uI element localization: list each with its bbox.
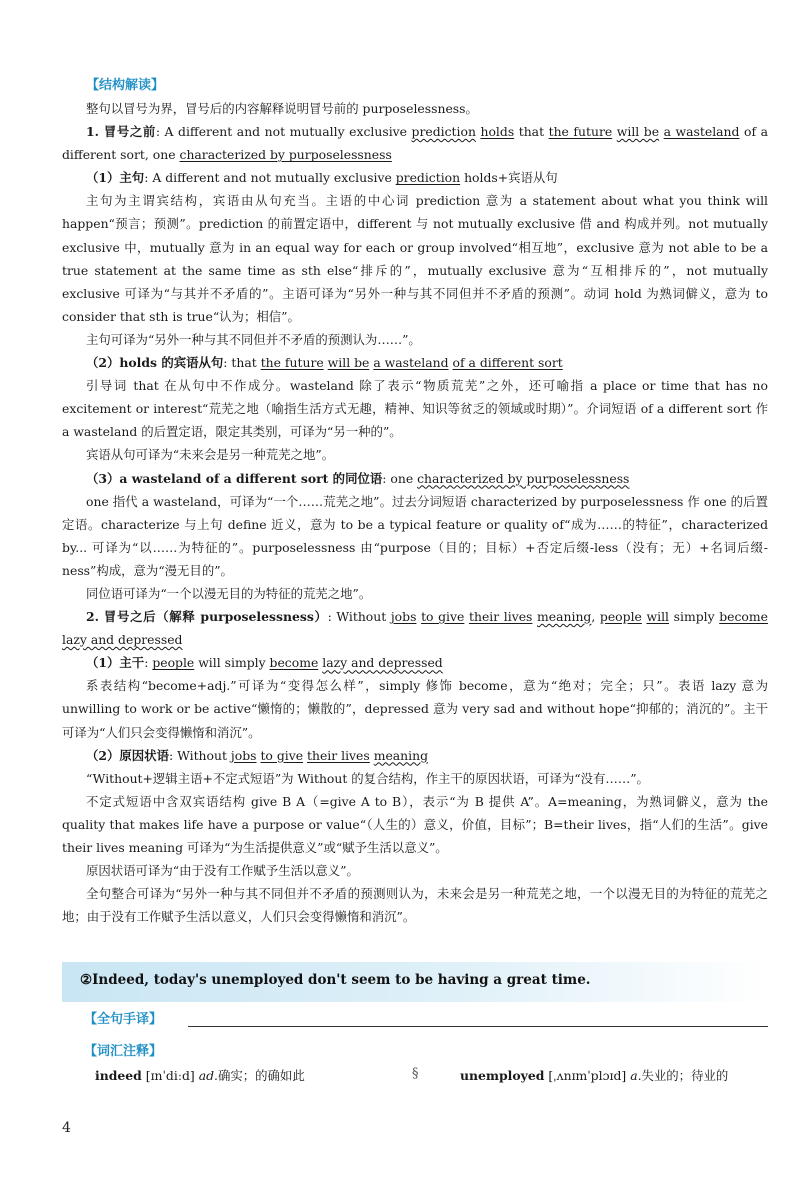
vocab-entry: indeed [ɪnˈdiːd] ad.确实；的确如此 xyxy=(95,1068,305,1083)
sub1-line: （1）主句: A different and not mutually exclusive prediction holds+宾语从句 xyxy=(86,170,558,186)
sub5-line: （2）原因状语: Without jobs to give their lives meaning xyxy=(86,747,429,763)
sub2-heading: （2）holds 的宾语从句 xyxy=(86,355,224,371)
sub3-line: （3）a wasteland of a different sort 的同位语: one characterized by purposelessness xyxy=(86,470,630,486)
vocab-entry: unemployed [ˌʌnɪmˈplɔɪd] a.失业的；待业的 xyxy=(460,1068,729,1083)
sub4-line: （1）主干: people will simply become lazy and depressed xyxy=(86,655,443,671)
translation-blank-line[interactable] xyxy=(188,1026,768,1027)
part1-line: 1. 冒号之前: A different and not mutually exclusive prediction holds that the future will be a wasteland of a different sort, one characterized by purposelessness xyxy=(62,124,768,163)
section-vocab-heading: 【词汇注释】 xyxy=(84,1044,163,1059)
paragraph-1: 主句为主谓宾结构，宾语由从句充当。主语的中心词 prediction 意为 a statement about what you think will happen“预言；预测”。prediction 的前置定语中，different 与 not mutually exclusive 借 and 构成并列。not mutually exclusive 中，mutually 意为 in an equal way for each or group involved“相互地”，exclusive 意为 not able to be a true statement at the same time as sth else“排斥的”，mutually exclusive 意为“互相排斥的”，not mutually exclusive 可译为“与其并不矛盾的”。主语可译为“另外一种与其不同但并不矛盾的预测”。动词 hold 为熟词僻义，意为 to consider that sth is true“认为；相信”。 xyxy=(62,193,768,324)
part2-heading: 2. 冒号之后（解释 purposelessness） xyxy=(86,609,328,625)
translate-row xyxy=(84,1008,768,1034)
paragraph-10: 原因状语可译为“由于没有工作赋予生活以意义”。 xyxy=(86,863,359,879)
part1-heading: 1. 冒号之前 xyxy=(86,124,156,140)
paragraph-11: 全句整合可译为“另外一种与其不同但并不矛盾的预测则认为，未来会是另一种荒芜之地，一个以漫无目的为特征的荒芜之地；由于没有工作赋予生活以意义，人们只会变得懒惰和消沉”。 xyxy=(62,886,768,925)
page-number: 4 xyxy=(62,1120,71,1136)
part2-line: 2. 冒号之后（解释 purposelessness）: Without jobs to give their lives meaning, people will simply become lazy and depressed xyxy=(62,609,768,648)
sub3-heading: （3）a wasteland of a different sort 的同位语 xyxy=(86,470,383,486)
paragraph-6: 同位语可译为“一个以漫无目的为特征的荒芜之地”。 xyxy=(86,585,372,601)
sub5-heading: （2）原因状语 xyxy=(86,747,169,763)
sentence-banner xyxy=(62,962,768,1002)
paragraph-7: 系表结构“become+adj.”可译为“变得怎么样”，simply 修饰 become，意为“绝对；完全；只”。表语 lazy 意为 unwilling to work or be active“懒惰的；懒散的”，depressed 意为 very sad and without hope“抑郁的；消沉的”。主干可译为“人们只会变得懒惰和消沉”。 xyxy=(62,678,768,740)
intro-paragraph: 整句以冒号为界，冒号后的内容解释说明冒号前的 purposelessness。 xyxy=(86,101,478,116)
paragraph-4: 宾语从句可译为“未来会是另一种荒芜之地”。 xyxy=(86,447,335,463)
paragraph-9: 不定式短语中含双宾语结构 give B A（=give A to B），表示“为 B 提供 A”。A=meaning，为熟词僻义，意为 the quality that makes life have a purpose or value“（人生的）意义，价值，目标”；B=their lives，指“人们的生活”。give their lives meaning 可译为“为生活提供意义”或“赋予生活以意义”。 xyxy=(62,793,768,855)
sub1-heading: （1）主句 xyxy=(86,170,145,186)
vocab-heading-row xyxy=(84,1040,162,1063)
paragraph-3: 引导词 that 在从句中不作成分。wasteland 除了表示“物质荒芜”之外，还可喻指 a place or time that has no excitement or interest“荒芜之地（喻指生活方式无趣，精神、知识等贫乏的领域或时期）”。介词短语 of a different sort 作 a wasteland 的后置定语，限定其类别，可译为“另一种的”。 xyxy=(62,378,768,440)
sub2-line: （2）holds 的宾语从句: that the future will be a wasteland of a different sort xyxy=(86,355,563,371)
sub4-heading: （1）主干 xyxy=(86,655,145,671)
paragraph-8: “Without+逻辑主语+不定式短语”为 Without 的复合结构，作主干的原因状语，可译为“没有……”。 xyxy=(86,770,649,786)
section-translate-heading: 【全句手译】 xyxy=(84,1012,163,1027)
paragraph-5: one 指代 a wasteland，可译为“一个……荒芜之地”。过去分词短语 characterized by purposelessness 作 one 的后置定语。characterize 与上句 define 近义，意为 to be a typical feature or quality of“成为……的特征”，characterized by... 可译为“以……为特征的”。purposelessness 由“purpose（目的；目标）+否定后缀-less（没有；无）+名词后缀-ness”构成，意为“漫无目的”。 xyxy=(62,493,768,578)
sentence-2: ②Indeed, today's unemployed don't seem to be having a great time. xyxy=(80,972,591,988)
paragraph-2: 主句可译为“另外一种与其不同但并不矛盾的预测认为……”。 xyxy=(86,331,421,347)
section-structure-heading: 【结构解读】 xyxy=(86,78,165,93)
separator-icon: § xyxy=(412,1066,419,1081)
analysis-body xyxy=(62,74,768,928)
